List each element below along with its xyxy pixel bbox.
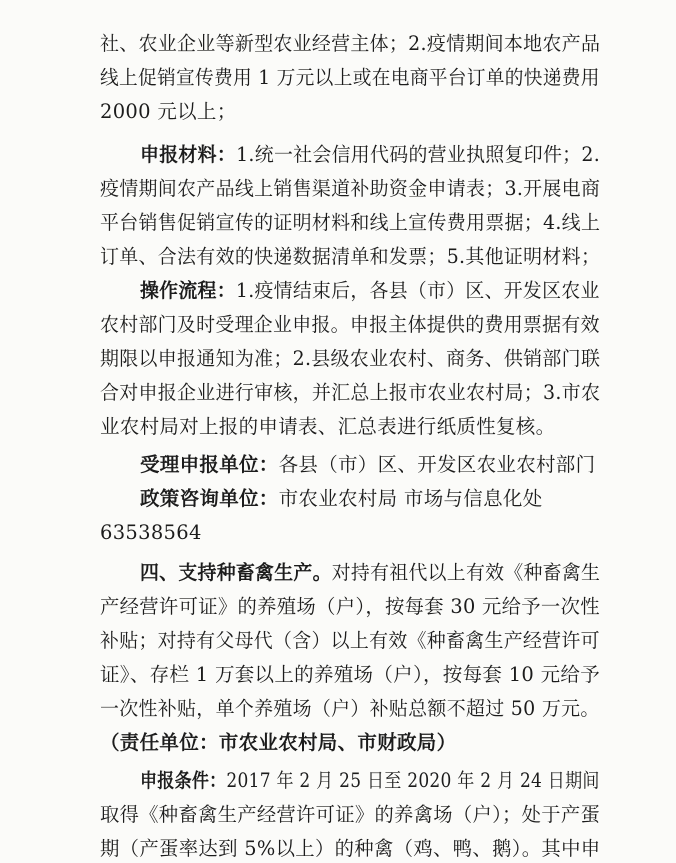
- consult-unit-line: [140, 486, 543, 512]
- accept-unit-heading: 受理申报单位：: [140, 453, 279, 476]
- text-line: 疫情期间农产品线上销售渠道补助资金申请表；3.开展电商: [100, 177, 601, 200]
- consult-unit-heading: 政策咨询单位：: [140, 487, 279, 510]
- phone-number: 63538564: [100, 521, 202, 544]
- text-line: 补贴；对持有父母代（含）以上有效《种畜禽生产经营许可: [100, 629, 600, 652]
- materials-heading: 申报材料：: [140, 143, 237, 166]
- conditions-line: [140, 768, 600, 794]
- text-line: 期（产蛋率达到 5%以上）的种禽（鸡、鸭、鹅）。其中申: [100, 837, 601, 860]
- text-line: 一次性补贴，单个养殖场（户）补贴总额不超过 50 万元。: [100, 697, 600, 720]
- responsible-unit: （责任单位：市农业农村局、市财政局）: [100, 731, 457, 754]
- text-line: 平台销售促销宣传的证明材料和线上宣传费用票据；4.线上: [100, 211, 601, 234]
- conditions-text: 2017 年 2 月 25 日至 2020 年 2 月 24 日期间: [226, 769, 600, 792]
- text-line: 产经营许可证》的养殖场（户），按每套 30 元给予一次性: [100, 595, 600, 618]
- materials-paragraph-line: [140, 142, 600, 168]
- text-line: 合对申报企业进行审核，并汇总上报市农业农村局；3.市农: [100, 381, 601, 404]
- text-line: 业农村局对上报的申请表、汇总表进行纸质性复核。: [100, 415, 556, 438]
- text-line: 证》、存栏 1 万套以上的养殖场（户），按每套 10 元给予: [100, 663, 601, 686]
- text-line: 期限以申报通知为准；2.县级农业农村、商务、供销部门联: [100, 347, 601, 370]
- text-line: 订单、合法有效的快递数据清单和发票；5.其他证明材料；: [100, 245, 601, 268]
- conditions-heading: 申报条件：: [140, 769, 227, 792]
- text-line: 线上促销宣传费用 1 万元以上或在电商平台订单的快递费用: [100, 66, 600, 89]
- accept-unit-text: 各县（市）区、开发区农业农村部门: [278, 453, 596, 476]
- text-line: 农村部门及时受理企业申报。申报主体提供的费用票据有效: [100, 313, 600, 336]
- process-text: 1.疫情结束后，各县（市）区、开发区农业: [235, 279, 600, 302]
- section4-line: [140, 560, 600, 586]
- consult-unit-text: 市农业农村局 市场与信息化处: [278, 487, 543, 510]
- accept-unit-line: [140, 452, 595, 478]
- section4-heading: 四、支持种畜禽生产。: [140, 561, 332, 584]
- process-paragraph-line: [140, 278, 600, 304]
- text-line: 2000 元以上；: [100, 100, 237, 123]
- process-heading: 操作流程：: [140, 279, 236, 302]
- materials-text: 1.统一社会信用代码的营业执照复印件；2.: [236, 143, 601, 166]
- section4-text: 对持有祖代以上有效《种畜禽生: [331, 561, 601, 584]
- text-line: 取得《种畜禽生产经营许可证》的养禽场（户）；处于产蛋: [100, 803, 601, 826]
- text-line: 社、农业企业等新型农业经营主体；2.疫情期间本地农产品: [100, 32, 601, 55]
